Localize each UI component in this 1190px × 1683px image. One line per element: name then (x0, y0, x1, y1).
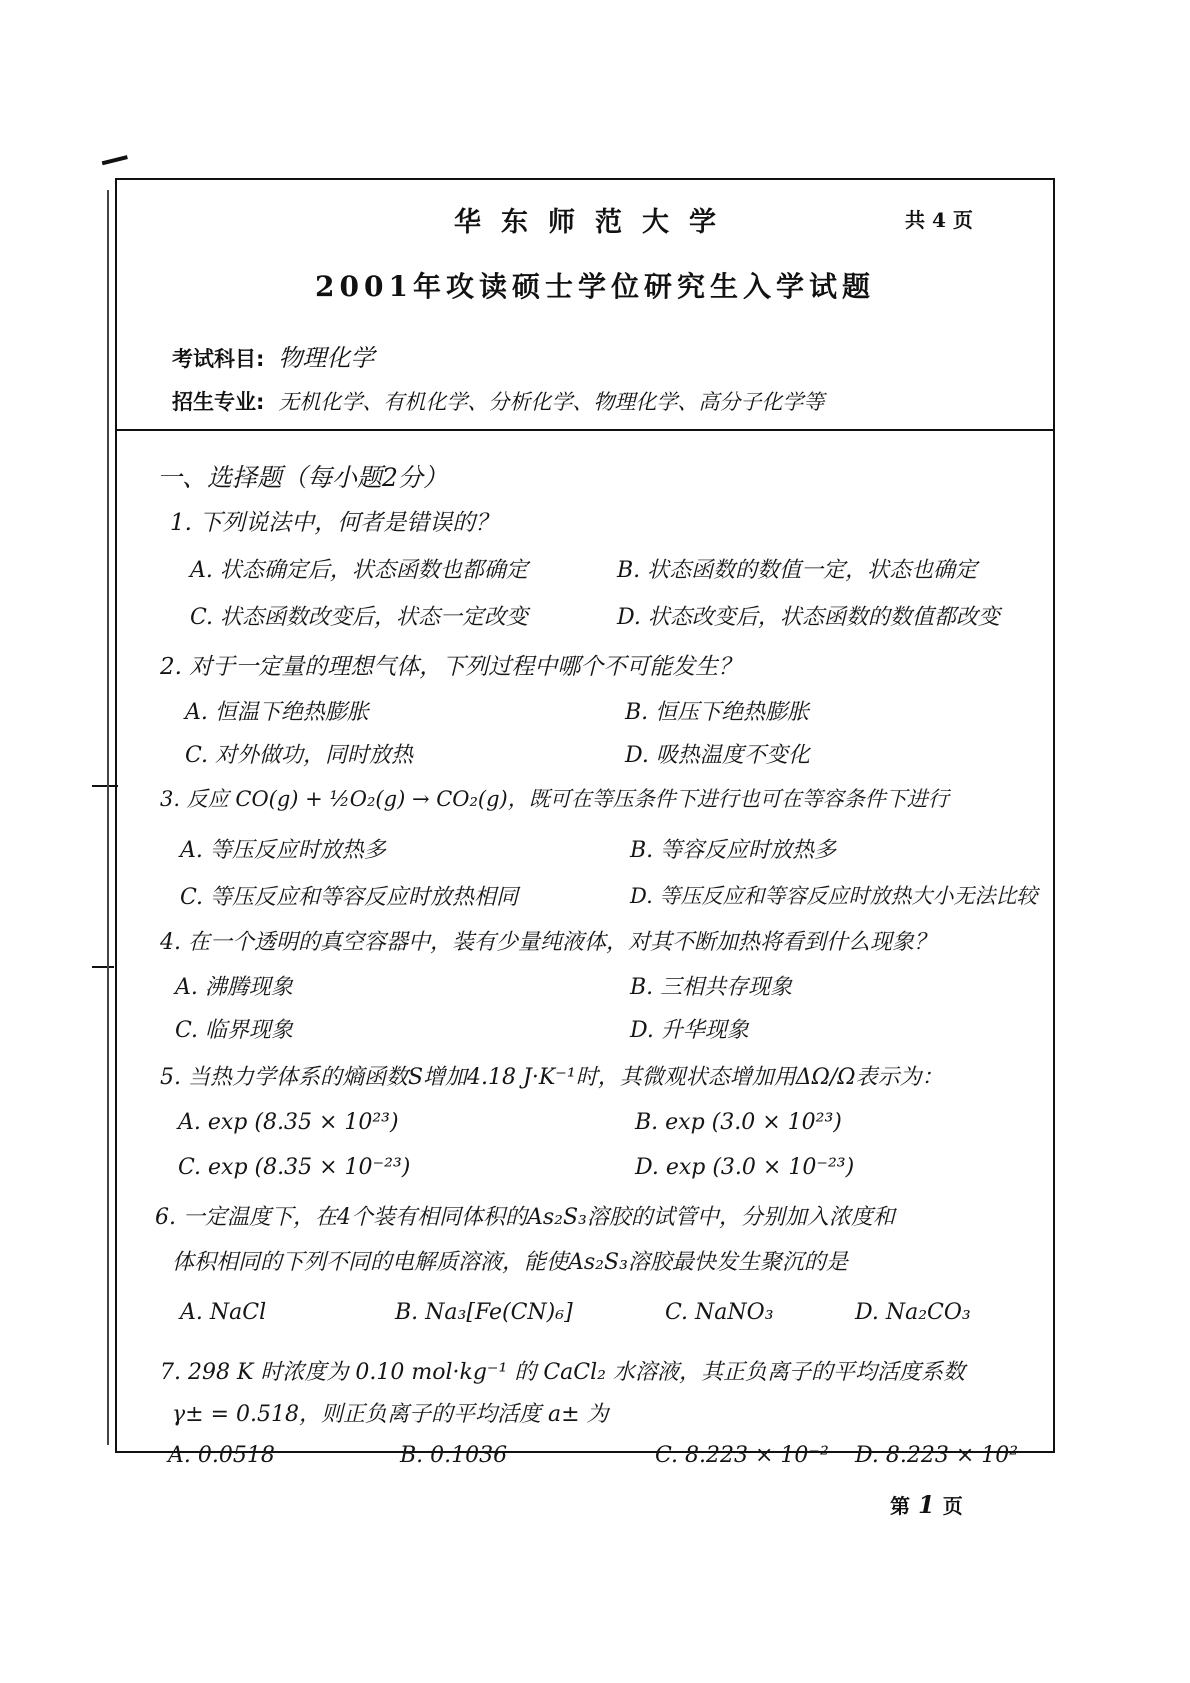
question-7-option-c: C. 8.223 × 10⁻² (655, 1443, 829, 1468)
major-row (172, 386, 824, 416)
question-2-stem: 2. 对于一定量的理想气体，下列过程中哪个不可能发生？ (160, 654, 742, 680)
question-5-option-a: A. exp (8.35 × 10²³) (178, 1110, 399, 1135)
question-1-option-d: D. 状态改变后，状态函数的数值都改变 (617, 605, 1000, 630)
question-2-option-b: B. 恒压下绝热膨胀 (625, 700, 810, 725)
page-number-value: 1 (918, 1490, 935, 1519)
question-6-option-b: B. Na₃[Fe(CN)₆] (395, 1300, 573, 1325)
question-5-option-d: D. exp (3.0 × 10⁻²³) (635, 1155, 855, 1180)
margin-mark (92, 966, 114, 968)
question-6-stem: 6. 一定温度下，在4个装有相同体积的As₂S₃溶胶的试管中，分别加入浓度和 (155, 1205, 895, 1230)
question-7-stem: 7. 298 K 时浓度为 0.10 mol·kg⁻¹ 的 CaCl₂ 水溶液，其正负离子的平均活度系数 (160, 1360, 965, 1385)
question-3-stem: 3. 反应 CO(g) + ½O₂(g) → CO₂(g)，既可在等压条件下进行也可在等容条件下进行 (160, 787, 949, 811)
question-4-stem: 4. 在一个透明的真空容器中，装有少量纯液体，对其不断加热将看到什么现象？ (160, 930, 936, 955)
subject-label: 考试科目: (172, 347, 265, 371)
question-3-option-b: B. 等容反应时放热多 (630, 838, 837, 863)
question-1-option-a: A. 状态确定后，状态函数也都确定 (190, 558, 528, 583)
header-divider (115, 429, 1055, 431)
question-5-stem: 5. 当热力学体系的熵函数S增加4.18 J·K⁻¹时，其微观状态增加用ΔΩ/Ω表示为： (160, 1065, 944, 1090)
question-7-option-b: B. 0.1036 (400, 1443, 508, 1468)
question-6-option-c: C. NaNO₃ (665, 1300, 774, 1325)
question-6-stem-line2: 体积相同的下列不同的电解质溶液，能使As₂S₃溶胶最快发生聚沉的是 (172, 1250, 848, 1275)
major-value: 无机化学、有机化学、分析化学、物理化学、高分子化学等 (278, 390, 825, 414)
question-7-option-a: A. 0.0518 (168, 1443, 275, 1468)
section-title: 一、选择题（每小题2分） (157, 463, 448, 492)
subject-row (172, 338, 374, 373)
subject-value: 物理化学 (278, 344, 375, 372)
question-5-option-c: C. exp (8.35 × 10⁻²³) (178, 1155, 411, 1180)
question-1-option-c: C. 状态函数改变后，状态一定改变 (190, 605, 529, 630)
question-6-option-d: D. Na₂CO₃ (855, 1300, 971, 1325)
pages-total: 共 4 页 (905, 208, 973, 232)
question-5-option-b: B. exp (3.0 × 10²³) (635, 1110, 842, 1135)
question-4-option-b: B. 三相共存现象 (630, 975, 793, 1000)
question-2-option-a: A. 恒温下绝热膨胀 (185, 700, 369, 725)
major-label: 招生专业: (172, 390, 265, 414)
university-name: 华东师范大学 (454, 207, 736, 238)
page-number (890, 1490, 963, 1519)
question-3-option-a: A. 等压反应时放热多 (180, 838, 386, 863)
exam-title: 2001年攻读硕士学位研究生入学试题 (315, 270, 875, 303)
question-3-option-c: C. 等压反应和等容反应时放热相同 (180, 885, 519, 910)
question-1-stem: 1. 下列说法中，何者是错误的？ (170, 510, 499, 536)
scan-mark (102, 155, 131, 175)
question-4-option-d: D. 升华现象 (630, 1018, 749, 1043)
question-4-option-c: C. 临界现象 (175, 1018, 294, 1043)
page-number-suffix: 页 (942, 1494, 963, 1518)
question-2-option-c: C. 对外做功，同时放热 (185, 743, 414, 768)
question-4-option-a: A. 沸腾现象 (175, 975, 293, 1000)
frame-shadow (107, 190, 109, 1445)
question-3-option-d: D. 等压反应和等容反应时放热大小无法比较 (630, 884, 1038, 908)
question-1-option-b: B. 状态函数的数值一定，状态也确定 (617, 558, 978, 583)
question-7-option-d: D. 8.223 × 10² (855, 1443, 1019, 1468)
question-7-stem-line2: γ± = 0.518，则正负离子的平均活度 a± 为 (172, 1402, 609, 1427)
question-2-option-d: D. 吸热温度不变化 (625, 743, 810, 768)
page-number-prefix: 第 (890, 1494, 910, 1518)
question-6-option-a: A. NaCl (180, 1300, 267, 1325)
